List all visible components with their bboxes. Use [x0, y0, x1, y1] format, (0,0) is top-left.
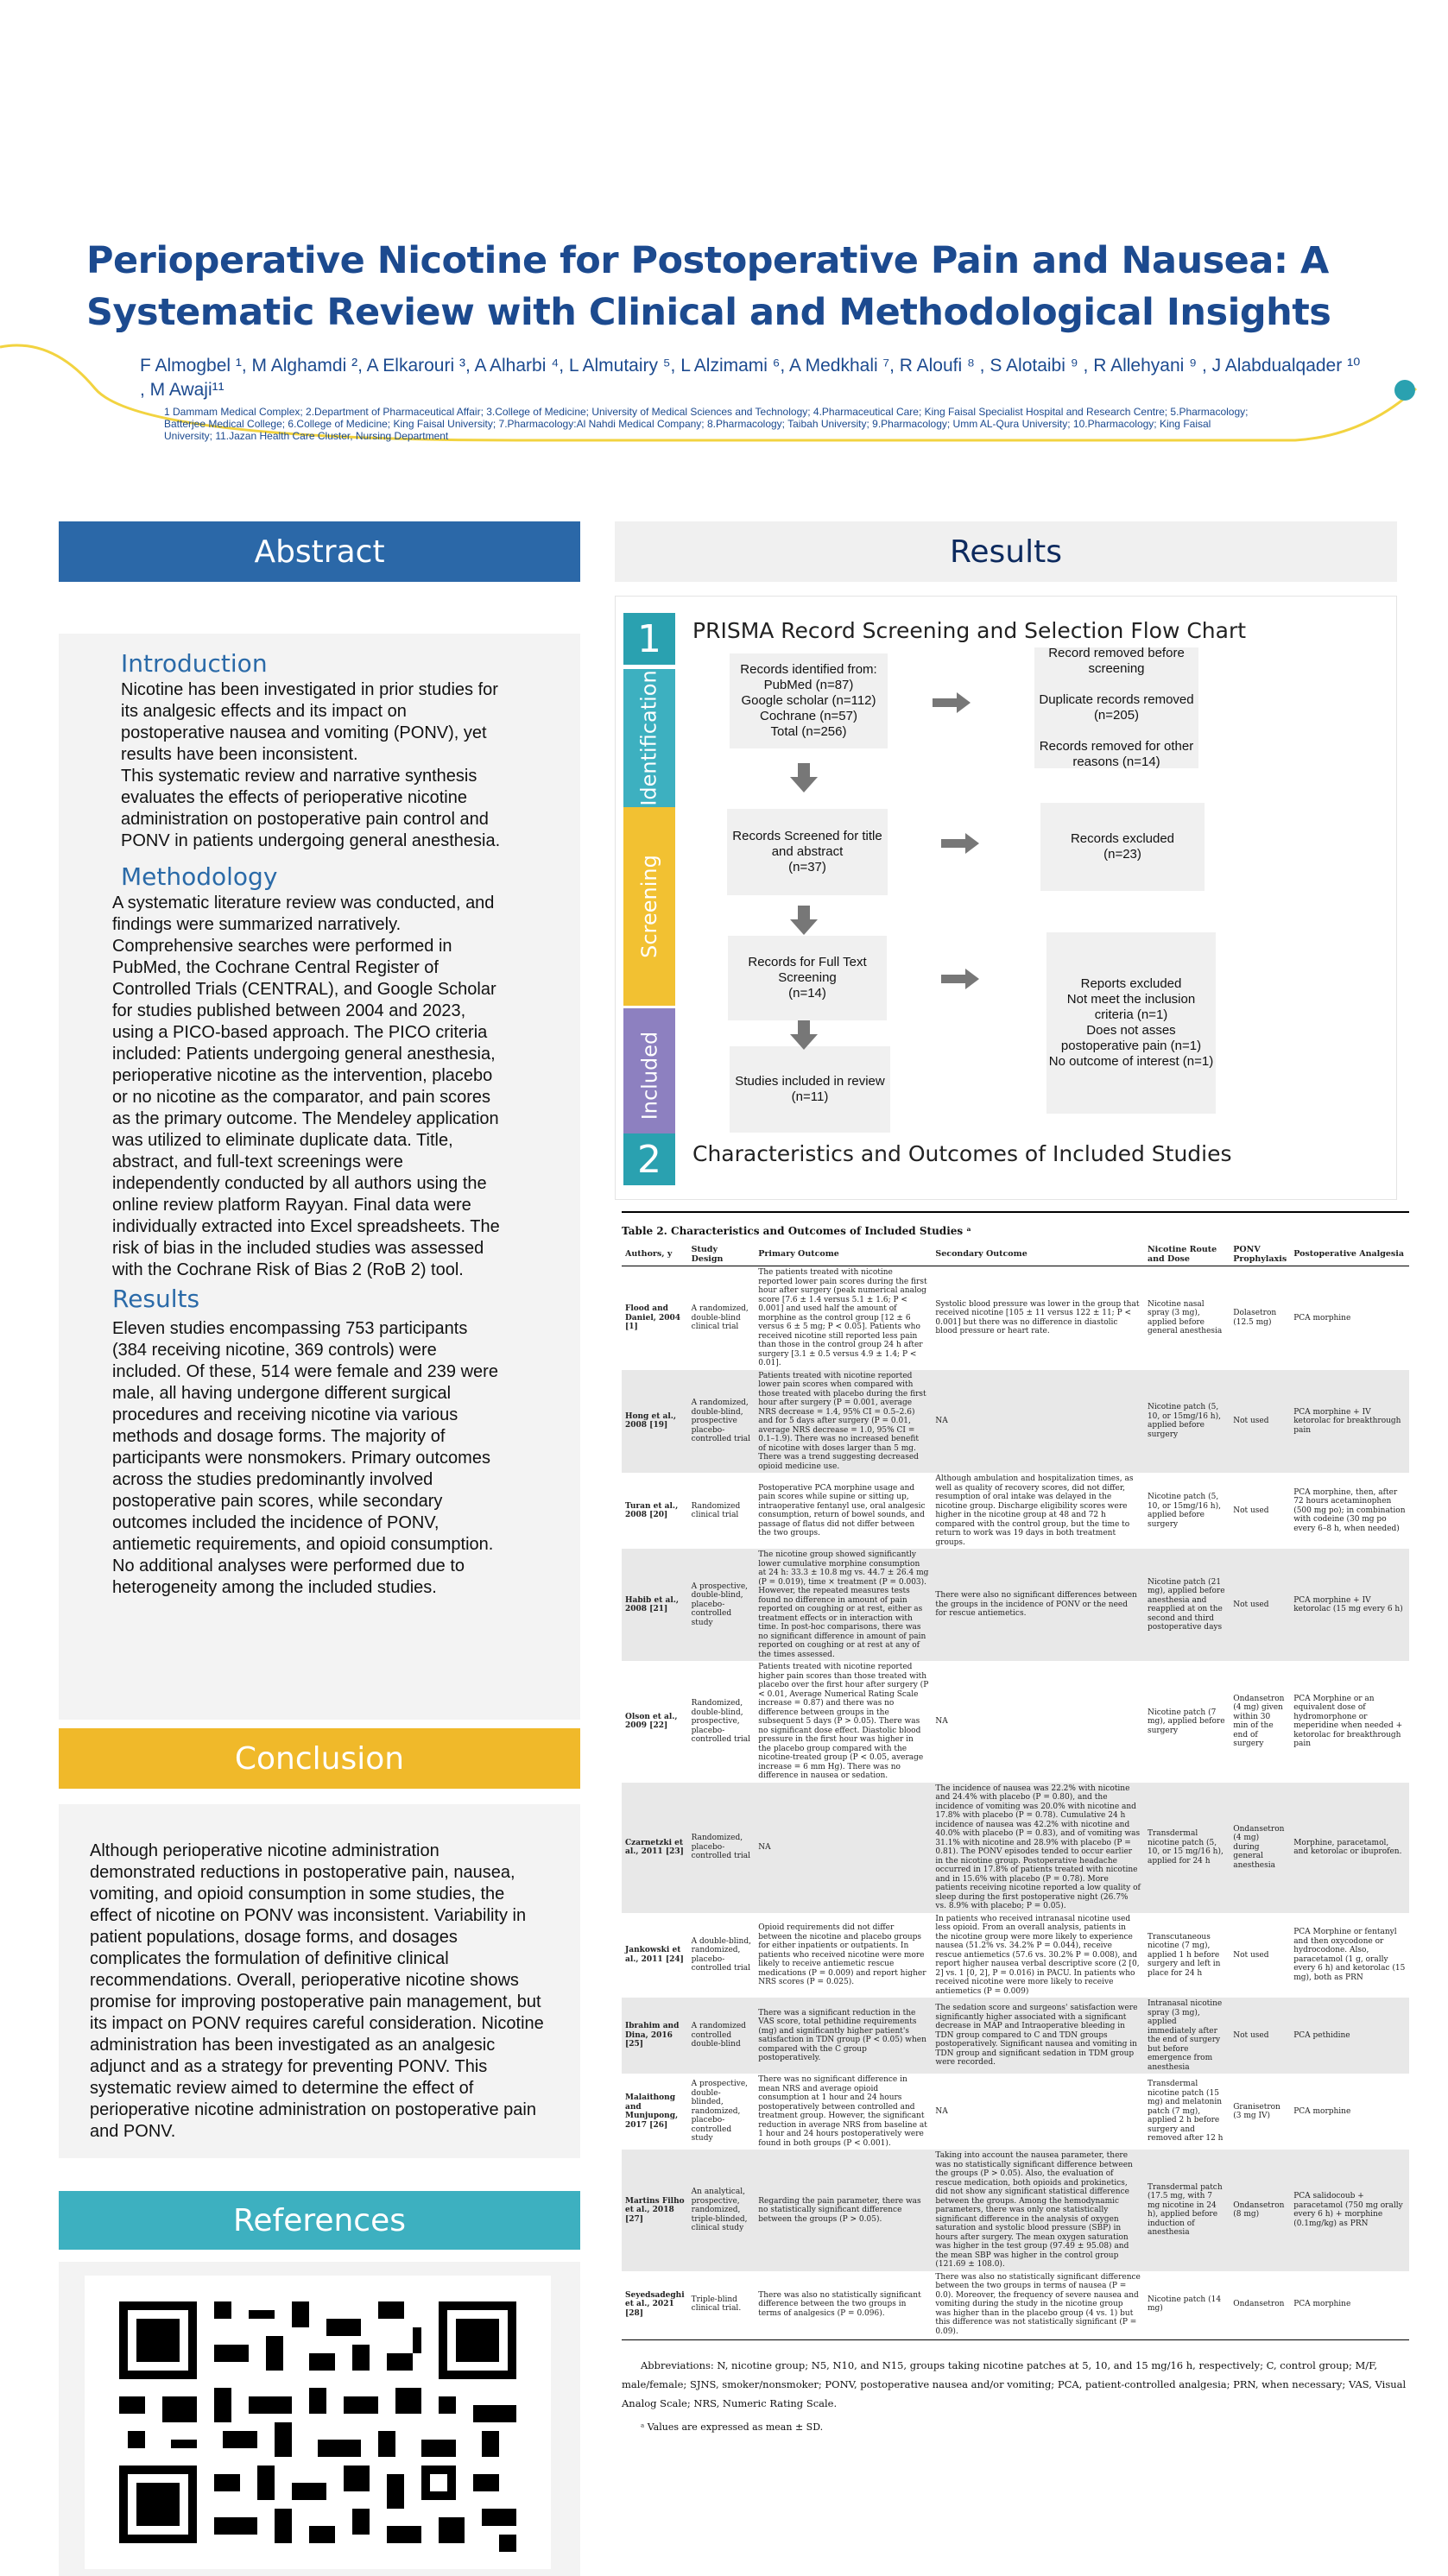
table-abbreviations: Abbreviations: N, nicotine group; N5, N10, and N15, groups taking nicotine patches at 5, 10, and 15 mg/16 h, respectively; C, control group; M/F, male/female; SJNS, smoker/nonsmoker; PONV, postoperative nausea and/or vomiting; PCA, patient-controlled analgesia; PRN, when necessary; VAS, Visual Analog Scale; NRS, Numeric Rating Scale. — [622, 2359, 1407, 2409]
section-number-2: 2 — [623, 1133, 675, 1185]
table-cell: PCA morphine — [1293, 1313, 1351, 1323]
methodology-heading: Methodology — [121, 862, 278, 891]
table-header: Primary Outcome — [755, 1244, 932, 1266]
table-cell: Morphine, paracetamol, and ketorolac or ibuprofen. — [1290, 1783, 1409, 1913]
table-cell: There were also no significant differences between the groups in the incidence of PONV or the need for rescue antiemetics. — [932, 1549, 1144, 1661]
table-cell: Not used — [1230, 1549, 1290, 1661]
table-cell: A randomized, double-blind, prospective placebo-controlled trial — [688, 1370, 756, 1474]
table-cell: Turan et al., 2008 [20] — [625, 1501, 679, 1519]
table-cell: Ondansetron — [1233, 2300, 1285, 2308]
table-cell: PCA morphine + IV ketorolac (15 mg every 6 h) — [1290, 1549, 1409, 1661]
table-cell: Nicotine patch (21 mg), applied before anesthesia and reapplied at on the second and third postoperative days — [1144, 1549, 1230, 1661]
table-cell: Granisetron (3 mg IV) — [1233, 2102, 1280, 2120]
table-cell: A double-blind, randomized, placebo-controlled trial — [691, 1936, 751, 1973]
table-cell: Olson et al., 2009 [22] — [625, 1712, 678, 1731]
table-cell: Dolasetron (12.5 mg) — [1233, 1309, 1277, 1327]
table-cell: PCA pethidine — [1290, 1998, 1409, 2074]
table-cell: Patients treated with nicotine reported lower pain scores when compared with those treated with placebo during the first hour after surgery (P = 0.001, average NRS decrease = 1.4, 95% CI = 0.5–2.6) and for 5 days after surgery (P = 0.01, average NRS decrease = 1.0, 95% CI = 0.1–1.9). There was no increased benefit of nicotine with doses larger than 5 mg. There was a trend suggesting decreased opioid medicine use. — [755, 1370, 932, 1474]
table-cell: There was no significant difference in mean NRS and average opioid consumption at 1 hour and 24 hours postoperatively between controlled and treatment group. However, the significant reduction in average NRS from baseline at 1 hour and 24 hours postoperatively were found in both groups (P < 0.001). — [758, 2075, 927, 2148]
conclusion-panel — [59, 1804, 580, 2158]
table-cell: There was a significant reduction in the VAS score, total pethidine requirements (mg) and significantly higher patient's satisfaction in TDN group (P < 0.05) when compared with the C group postoperatively. — [755, 1998, 932, 2074]
table-cell: An analytical, prospective, randomized, triple-blinded, clinical study — [688, 2150, 756, 2271]
table-cell: Ibrahim and Dina, 2016 [25] — [622, 1998, 688, 2074]
table-cell: Ondansetron (4 mg) given within 30 min of the end of surgery — [1233, 1694, 1285, 1749]
results-text: Eleven studies encompassing 753 participants (384 receiving nicotine, 369 controls) were included. Of these, 514 were female and 239 were male, all having undergone different surgical procedures and receiving nicotine via various methods and dosage forms. The majority of participants were nonsmokers. Primary outcomes across the studies predominantly involved postoperative pain scores, while secondary outcomes included the incidence of PONV, antiemetic requirements, and opioid consumption. No additional analyses were performed due to heterogeneity among the included studies. — [112, 1319, 498, 1597]
box-records-removed: Record removed before screening Duplicate records removed (n=205) Records removed for other reasons (n=14) — [1034, 647, 1198, 768]
table-cell: Transdermal nicotine patch (5, 10, or 15 mg/16 h), applied for 24 h — [1144, 1783, 1230, 1913]
affiliations: 1 Dammam Medical Complex; 2.Department of Pharmaceutical Affair; 3.College of Medicine; University of Medical Sciences and Technology; 4.Pharmaceutical Care; King Faisal Specialist Hospital and Research Centre; 5.Pharmacology; Batterjee Medical College; 6.College of Medicine; King Faisal University; 7.Pharmacology:Al Nahdi Medical Company; 8.Pharmacology; Taibah University; 9.Pharmacology; Umm AL-Qura University; 10.Pharmacology; King Faisal University; 11.Jazan Health Care Cluster, Nursing Department — [164, 406, 1249, 442]
table-caption: Table 2. Characteristics and Outcomes of Included Studies ᵃ — [622, 1225, 971, 1237]
table-cell: The sedation score and surgeons' satisfaction were significantly higher associated with a significant decrease in MAP and Intraoperative bleeding in TDN group compared to C and TDN groups postoperatively. Significant nausea and vomiting in TDN group and significant sedation in TDM group were recorded. — [932, 1998, 1144, 2074]
arrow-right-icon — [933, 692, 971, 713]
table-cell: PCA morphine, then, after 72 hours acetaminophen (500 mg po); in combination with codeine (30 mg po every 6–8 h, when needed) — [1293, 1487, 1406, 1533]
abstract-header: Abstract — [59, 521, 580, 582]
table-header: Postoperative Analgesia — [1290, 1244, 1409, 1266]
table-cell: NA — [935, 1717, 948, 1726]
table-cell: Flood and Daniel, 2004 [1] — [625, 1304, 681, 1331]
intro-text: Nicotine has been investigated in prior studies for its analgesic effects and its impact on postoperative nausea and vomiting (PONV), yet results have been inconsistent. This systematic review and narrative synthesis evaluates the effects of perioperative nicotine administration on postoperative pain control and PONV in patients undergoing general anesthesia. — [121, 680, 501, 850]
table-row — [622, 1549, 1409, 1661]
table-cell: Although ambulation and hospitalization times, as well as quality of recovery scores, did not differ, resumption of oral intake was delayed in the nicotine group. Discharge eligibility scores were higher in the nicotine group at 48 and 72 h compared with the control group, but the time to return to work was 19 days in both treatment groups. — [935, 1474, 1134, 1547]
table-cell: Randomized, placebo-controlled trial — [688, 1783, 756, 1913]
table-cell: Nicotine patch (5, 10, or 15mg/16 h), applied before surgery — [1147, 1493, 1221, 1529]
arrow-right-icon — [941, 833, 979, 854]
table-cell: PCA salidocoub + paracetamol (750 mg orally every 6 h) + morphine (0.1mg/kg) as PRN — [1290, 2150, 1409, 2271]
table-row — [622, 1783, 1409, 1913]
table-cell: Habib et al., 2008 [21] — [622, 1549, 688, 1661]
table-cell: Czarnetzki et al., 2011 [23] — [622, 1783, 688, 1913]
table-cell: Ondansetron (4 mg) during general anesthesia — [1230, 1783, 1290, 1913]
table-cell: Randomized, double-blind, prospective, placebo-controlled trial — [691, 1699, 750, 1744]
table-cell: Not used — [1233, 1506, 1269, 1515]
table-cell: Not used — [1230, 1998, 1290, 2074]
section-number-1: 1 — [623, 613, 675, 665]
intro-heading: Introduction — [121, 649, 268, 678]
table-row — [622, 1370, 1409, 1474]
table-cell: Seyedsadeghi et al., 2021 [28] — [625, 2290, 685, 2318]
table-cell: The patients treated with nicotine reported lower pain scores during the first hour after surgery (peak numerical analog score [7.6 ± 1.4 versus 5.1 ± 1.6; P < 0.001] and used half the amount of morphine as the control group [12 ± 6 versus 6 ± 5 mg; P < 0.05]. Patients who received nicotine still reported less pain than those in the control group 24 h after surgery [3.1 ± 0.5 versus 4.9 ± 1.4; P < 0.01]. — [758, 1268, 927, 1367]
characteristics-title: Characteristics and Outcomes of Included Studies — [692, 1141, 1232, 1166]
results-header-panel — [615, 521, 1397, 582]
table-cell: Nicotine patch (5, 10, or 15mg/16 h), applied before surgery — [1144, 1370, 1230, 1474]
prisma-title: PRISMA Record Screening and Selection Flow Chart — [692, 618, 1247, 643]
table-cell: Opioid requirements did not differ between the nicotine and placebo groups for either inpatients or outpatients. In patients who received nicotine were more likely to receive antiemetic rescue medications (P = 0.009) and report higher NRS scores (P = 0.025). — [758, 1923, 926, 1986]
arrow-down-icon — [790, 1034, 818, 1050]
table-row — [622, 1913, 1409, 1998]
arrow-right-icon — [941, 969, 979, 989]
results-header: Results — [950, 534, 1062, 570]
arrow-down-icon — [790, 919, 818, 935]
arrow-down-icon — [790, 777, 818, 792]
table-cell: In patients who received intranasal nicotine used less opioid. From an overall analysis, patients in the nicotine group were more likely to experience nausea (51.2% vs. 34.2% P = 0.044), receive rescue antiemetics (57.6 vs. 30.2% P = 0.008), and report higher nausea verbal descriptive score (2 [0, 2] vs. 1 [0, 2], P = 0.016) in PACU. In patients who received nicotine were more likely to receive antiemetics (P = 0.009) — [935, 1914, 1140, 1996]
table-footnote: ᵃ Values are expressed as mean ± SD. — [641, 2421, 824, 2433]
table-row — [622, 2150, 1409, 2271]
table-cell: There was also no statistically significant difference between the two groups in terms of analgesics (P = 0.096). — [758, 2290, 921, 2318]
box-full-text: Records for Full Text Screening (n=14) — [728, 936, 887, 1020]
table-cell: The nicotine group showed significantly lower cumulative morphine consumption at 24 h: 33.3 ± 10.8 mg vs. 44.7 ± 26.4 mg (P = 0.019), time × treatment (P = 0.003). However, the repeated measures tests found no difference in amount of pain reported on coughing or at rest, either as treatment effects or in interaction with time. In post-hoc comparisons, there was no significant difference in amount of pain reported on coughing or at rest at any of the times assessed. — [755, 1549, 932, 1661]
table-cell: Transcutaneous nicotine (7 mg), applied 1 h before surgery and left in place for 24 h — [1147, 1932, 1221, 1978]
methodology-text: A systematic literature review was conducted, and findings were summarized narratively. Comprehensive searches were performed in PubMed, the Cochrane Central Register of Controlled Trials (CENTRAL), and Google Scholar for studies published between 2004 and 2023, using a PICO-based approach. The PICO criteria included: Patients undergoing general anesthesia, perioperative nicotine as the intervention, placebo or no nicotine as the comparator, and pain scores as the primary outcome. The Mendeley application was utilized to eliminate duplicate data. Title, abstract, and full-text screenings were independently conducted by all authors using the online review platform Rayyan. Final data were individually extracted into Excel spreadsheets. The risk of bias in the included studies was assessed with the Cochrane Risk of Bias 2 (RoB 2) tool. — [112, 893, 500, 1279]
table-cell: The incidence of nausea was 22.2% with nicotine and 24.4% with placebo (P = 0.80), and the incidence of vomiting was 20.0% with nicotine and 17.8% with placebo (P = 0.78). Cumulative 24 h incidence of nausea was 42.2% with nicotine and 40.0% with placebo (P = 0.83), and of vomiting was 31.1% with nicotine and 28.9% with placebo (P = 0.81). The PONV episodes tended to occur earlier in the nicotine group. Postoperative headache occurred in 17.8% of patients treated with nicotine and in 15.6% with placebo (P = 0.78). More patients receiving nicotine reported a low quality of sleep during the first postoperative night (26.7% vs. 8.9% with placebo; P = 0.05). — [932, 1783, 1144, 1913]
table-cell: PCA Morphine or an equivalent dose of hydromorphone or meperidine when needed + ketorolac for breakthrough pain — [1293, 1694, 1403, 1749]
table-cell: NA — [755, 1783, 932, 1913]
box-records-screened: Records Screened for title and abstract (n=37) — [727, 809, 888, 895]
table-cell: Transdermal nicotine patch (15 mg) and melatonin patch (7 mg), applied 2 h before surgery and removed after 12 h — [1147, 2080, 1224, 2144]
table-row — [622, 2074, 1409, 2150]
table-cell: Regarding the pain parameter, there was no statistically significant difference between the groups (P > 0.05). — [755, 2150, 932, 2271]
table-cell: Patients treated with nicotine reported higher pain scores than those treated with placebo over the first hour after surgery (P < 0.01, Average Numerical Rating Scale increase = 0.87) and there was no difference between groups in the subsequent 5 days (P > 0.05). There was no significant dose effect. Diastolic blood pressure in the first hour was higher in the placebo group compared with the nicotine-treated group (P < 0.05, average increase = 6 mm Hg). There was no difference in nausea or sedation. — [758, 1663, 929, 1780]
table-cell: Nicotine nasal spray (3 mg), applied before general anesthesia — [1147, 1299, 1223, 1336]
qr-code[interactable] — [85, 2276, 551, 2569]
table-cell: A prospective, double-blind, placebo-controlled study — [688, 1549, 756, 1661]
studies-table — [622, 1244, 1409, 2338]
results-heading: Results — [112, 1285, 200, 1313]
table-row — [622, 1998, 1409, 2074]
table-cell: Transdermal patch (17.5 mg, with 7 mg nicotine in 24 h), applied before induction of anesthesia — [1144, 2150, 1230, 2271]
table-cell: Jankowski et al., 2011 [24] — [625, 1946, 684, 1964]
table-cell: NA — [935, 2106, 948, 2116]
table-row — [622, 2271, 1409, 2339]
table-cell: A randomized, double-blind clinical trial — [691, 1304, 749, 1331]
table-header: Secondary Outcome — [932, 1244, 1144, 1266]
table-cell: Not used — [1230, 1370, 1290, 1474]
table-header: Study Design — [688, 1244, 756, 1266]
table-header: Authors, y — [622, 1244, 688, 1266]
table-cell: Taking into account the nausea parameter, there was no statistically significant difference between the groups (P > 0.05). Also, the evaluation of rescue medication, both opioids and prokinetics, did not show any significant statistical difference between the groups. Among the hemodynamic parameters, there was only one statistically significant difference in the analysis of oxygen saturation and systolic blood pressure (SBP) in hours after surgery. The mean oxygen saturation was higher in the test group (97.49 ± 95.08) and the mean SBP was higher in the control group (121.69 ± 108.0). — [932, 2150, 1144, 2271]
table-cell: Hong et al., 2008 [19] — [622, 1370, 688, 1474]
table-header: Nicotine Route and Dose — [1144, 1244, 1230, 1266]
table-cell: Ondansetron (8 mg) — [1230, 2150, 1290, 2271]
conclusion-header: Conclusion — [59, 1728, 580, 1789]
references-header: References — [59, 2191, 580, 2250]
table-cell: Martins Filho et al., 2018 [27] — [622, 2150, 688, 2271]
box-reports-excluded: Reports excluded Not meet the inclusion criteria (n=1) Does not asses postoperative pain (n=1) No outcome of interest (n=1) — [1046, 932, 1216, 1114]
table-container — [622, 1211, 1409, 2433]
table-cell: NA — [932, 1370, 1144, 1474]
conclusion-text: Although perioperative nicotine administration demonstrated reductions in postoperative pain, nausea, vomiting, and opioid consumption in some studies, the effect of nicotine on PONV was inconsistent. Variability in patient populations, dosage forms, and dosages complicates the formulation of definitive clinical recommendations. Overall, perioperative nicotine shows promise for improving postoperative pain management, but its impact on PONV requires careful consideration. Nicotine administration has been investigated as an analgesic adjunct and as a strategy for preventing PONV. This systematic review aimed to determine the effect of perioperative nicotine administration on postoperative pain and PONV. — [90, 1841, 544, 2141]
table-cell: PCA Morphine or fentanyl and then oxycodone or hydrocodone. Also, paracetamol (1 g, orally every 6 h) and ketorolac (15 mg), both as PRN — [1293, 1928, 1406, 1982]
table-cell: Nicotine patch (14 mg) — [1147, 2295, 1222, 2314]
table-row — [622, 1473, 1409, 1549]
table-cell: Not used — [1233, 1950, 1269, 1960]
poster-title: Perioperative Nicotine for Postoperative Pain and Nausea: A Systematic Review with Clinical and Methodological Insights — [86, 239, 1331, 334]
box-studies-included: Studies included in review (n=11) — [730, 1046, 890, 1133]
box-records-identified: Records identified from: PubMed (n=87) Google scholar (n=112) Cochrane (n=57) Total (n=256) — [730, 653, 888, 748]
table-header: PONV Prophylaxis — [1230, 1244, 1290, 1266]
table-cell: Triple-blind clinical trial. — [691, 2295, 742, 2314]
table-cell: A randomized controlled double-blind — [688, 1998, 756, 2074]
table-cell: Randomized clinical trial — [691, 1501, 741, 1519]
stage-identification: Identification — [623, 669, 675, 807]
table-cell: Postoperative PCA morphine usage and pain scores while supine or sitting up, intraoperative fentanyl use, oral analgesic consumption, return of bowel sounds, and passage of flatus did not differ between the two groups. — [758, 1483, 926, 1537]
box-records-excluded: Records excluded (n=23) — [1040, 803, 1205, 891]
table-cell: PCA morphine — [1293, 2300, 1351, 2308]
stage-included: Included — [623, 1008, 675, 1142]
table-cell: PCA morphine — [1293, 2106, 1351, 2116]
table-cell: PCA morphine + IV ketorolac for breakthrough pain — [1290, 1370, 1409, 1474]
table-cell: There was also no statistically significant difference between the two groups in terms of nausea (P = 0.0). Moreover, the frequency of severe nausea and vomiting during the study in the nicotine group was higher than in the placebo group (4 vs. 1) but this difference was not statistically significant (P = 0.09). — [935, 2272, 1141, 2336]
stage-screening: Screening — [623, 807, 675, 1006]
table-cell: Malaithong and Munjupong, 2017 [26] — [625, 2093, 679, 2130]
table-cell: Nicotine patch (7 mg), applied before surgery — [1147, 1708, 1225, 1735]
table-cell: Systolic blood pressure was lower in the group that received nicotine [105 ± 11 versus 122 ± 11; P < 0.001] but there was no difference in diastolic blood pressure or heart rate. — [935, 1299, 1140, 1336]
references-panel — [59, 2262, 580, 2576]
table-row — [622, 1661, 1409, 1783]
table-row — [622, 1266, 1409, 1370]
author-list: F Almogbel ¹, M Alghamdi ², A Elkarouri ³, A Alharbi ⁴, L Almutairy ⁵, L Alzimami ⁶, A Medkhali ⁷, R Aloufi ⁸ , S Alotaibi ⁹ , R Allehyani ⁹ , J Alabdualqader ¹⁰ , M Awaji¹¹ — [140, 356, 1361, 400]
table-cell: Intranasal nicotine spray (3 mg), applied immediately after the end of surgery but before emergence from anesthesia — [1144, 1998, 1230, 2074]
table-cell: A prospective, double-blinded, randomized, placebo-controlled study — [691, 2080, 749, 2144]
abstract-panel — [59, 634, 580, 1720]
